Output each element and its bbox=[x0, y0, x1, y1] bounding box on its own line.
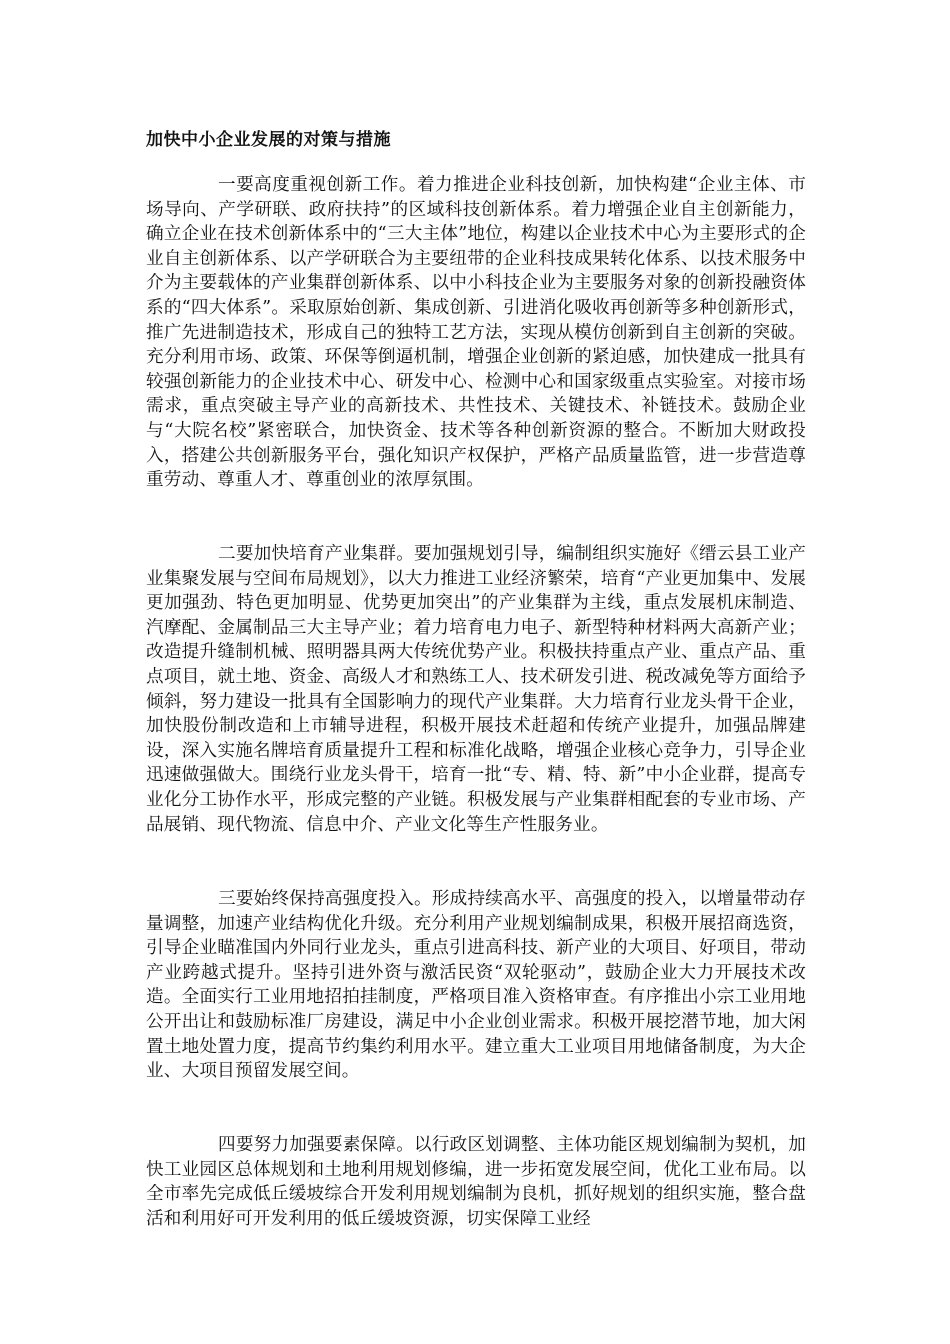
paragraph-industrial-clusters: 二要加快培育产业集群。要加强规划引导，编制组织实施好《缙云县工业产业集聚发展与空间布局规划》，以大力推进工业经济繁荣，培育“产业更加集中、发展更加强劲、特色更加明显、优势更加突出”的产业集群为主线，重点发展机床制造、汽摩配、金属制品三大主导产业；着力培育电力电子、新型特种材料两大高新产业；改造提升缝制机械、照明器具两大传统优势产业。积极扶持重点产业、重点产品、重点项目，就土地、资金、高级人才和熟练工人、技术研发引进、税改减免等方面给予倾斜，努力建设一批具有全国影响力的现代产业集群。大力培育行业龙头骨干企业，加快股份制改造和上市辅导进程，积极开展技术赶超和传统产业提升，加强品牌建设，深入实施名牌培育质量提升工程和标准化战略，增强企业核心竞争力，引导企业迅速做强做大。围绕行业龙头骨干，培育一批“专、精、特、新”中小企业群，提高专业化分工协作水平，形成完整的产业链。积极发展与产业集群相配套的专业市场、产品展销、现代物流、信息中介、产业文化等生产性服务业。 bbox=[146, 544, 806, 835]
paragraph-innovation: 一要高度重视创新工作。着力推进企业科技创新，加快构建“企业主体、市场导向、产学研联、政府扶持”的区域科技创新体系。着力增强企业自主创新能力，确立企业在技术创新体系中的“三大主体”地位，构建以企业技术中心为主要形式的企业自主创新体系、以产学研联合为主要纽带的企业科技成果转化体系、以技术服务中介为主要载体的产业集群创新体系、以中小科技企业为主要服务对象的创新投融资体系的“四大体系”。采取原始创新、集成创新、引进消化吸收再创新等多种创新形式，推广先进制造技术，形成自己的独特工艺方法，实现从模仿创新到自主创新的突破。充分利用市场、政策、环保等倒逼机制，增强企业创新的紧迫感，加快建成一批具有较强创新能力的企业技术中心、研发中心、检测中心和国家级重点实验室。对接市场需求，重点突破主导产业的高新技术、共性技术、关键技术、补链技术。鼓励企业与“大院名校”紧密联合，加快资金、技术等各种创新资源的整合。不断加大财政投入，搭建公共创新服务平台，强化知识产权保护，严格产品质量监管，进一步营造尊重劳动、尊重人才、尊重创业的浓厚氛围。 bbox=[146, 175, 806, 491]
document-title: 加快中小企业发展的对策与措施 bbox=[146, 130, 391, 150]
paragraph-investment: 三要始终保持高强度投入。形成持续高水平、高强度的投入，以增量带动存量调整，加速产业结构优化升级。充分利用产业规划编制成果，积极开展招商选资，引导企业瞄准国内外同行业龙头，重点引进高科技、新产业的大项目、好项目，带动产业跨越式提升。坚持引进外资与激活民资“双轮驱动”，鼓励企业大力开展技术改造。全面实行工业用地招拍挂制度，严格项目准入资格审查。有序推出小宗工业用地公开出让和鼓励标准厂房建设，满足中小企业创业需求。积极开展挖潜节地，加大闲置土地处置力度，提高节约集约利用水平。建立重大工业项目用地储备制度，为大企业、大项目预留发展空间。 bbox=[146, 889, 806, 1082]
paragraph-resource-guarantee: 四要努力加强要素保障。以行政区划调整、主体功能区规划编制为契机，加快工业园区总体规划和土地利用规划修编，进一步拓宽发展空间，优化工业布局。以全市率先完成低丘缓坡综合开发利用规划编制为良机，抓好规划的组织实施，整合盘活和利用好可开发利用的低丘缓坡资源，切实保障工业经 bbox=[146, 1135, 806, 1229]
